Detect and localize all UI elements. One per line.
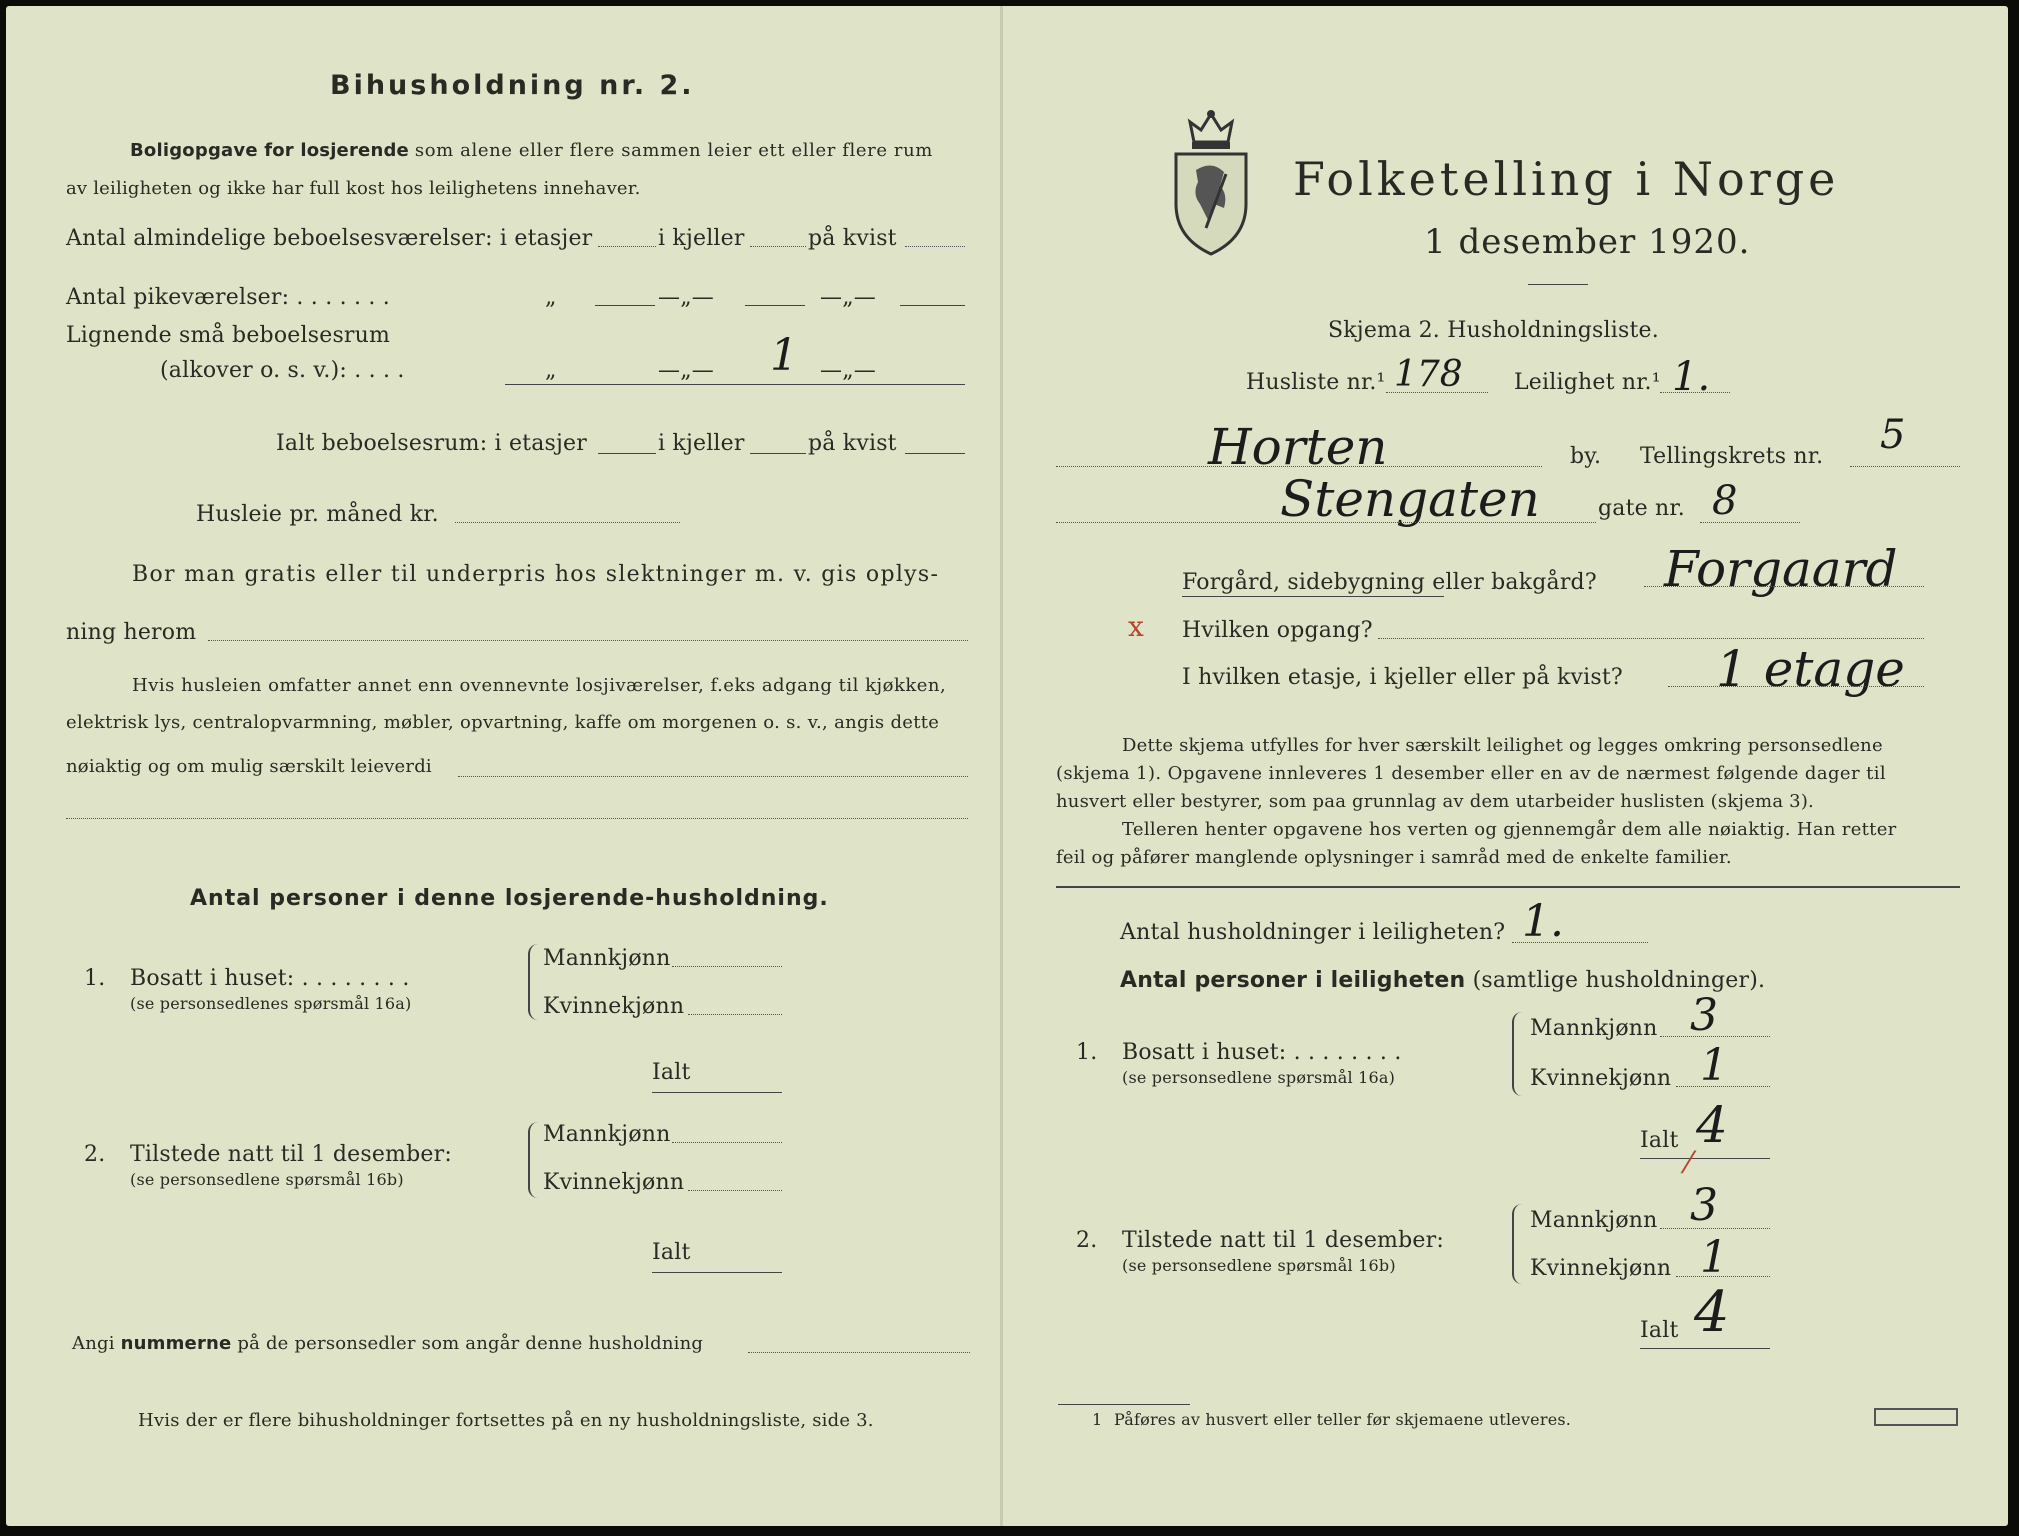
right-q1-kvinne-value: 1 [1700,1040,1728,1091]
right-q2-num: 2. [1076,1228,1098,1253]
left-q1-ialt-line [652,1092,782,1093]
red-check-icon: x [1128,610,1144,643]
note-line-3: nøiaktig og om mulig særskilt leieverdi [66,756,432,777]
right-q2-brace [1512,1204,1522,1284]
left-footer: Hvis der er flere bihusholdninger fortsettes på en ny husholdningsliste, side 3. [138,1410,874,1431]
note-line-b [66,818,968,819]
ialt-rooms-label: Ialt beboelsesrum: i etasjer [276,431,587,456]
title-rule [1528,284,1588,285]
info-line-5: feil og påfører manglende oplysninger i samråd med de enkelte familier. [1056,847,1732,868]
pike-ditto-1: „ [545,285,557,310]
left-title: Bihusholdning nr. 2. [330,70,695,101]
angi-line [72,1333,703,1354]
angi-text-2: på de personsedler som angår denne husholdning [237,1333,704,1354]
printer-stamp [1874,1408,1958,1426]
left-q2-sub: (se personsedlene spørsmål 16b) [130,1170,404,1189]
ialt-etasjer-line [598,453,656,454]
right-title: Folketelling i Norge [1293,152,1840,206]
left-q1-label: Bosatt i huset: . . . . . . . . [130,966,410,991]
rooms-kvist: på kvist [808,226,897,251]
note-line-1: Hvis husleien omfatter annet enn ovennevnte losjiværelser, f.eks adgang til kjøkken, [132,675,947,696]
left-q2-mann: Mannkjønn [543,1122,671,1147]
intro-line-1 [130,140,933,161]
persons-bold: Antal personer i leiligheten [1120,968,1466,993]
right-q2-kvinne-value: 1 [1700,1232,1728,1283]
left-q2-num: 2. [84,1142,106,1167]
rooms-kjeller-line [750,246,806,247]
krets-label: Tellingskrets nr. [1640,444,1824,469]
intro-bold: Boligopgave for losjerende [130,140,409,161]
small-rooms-line [505,384,965,385]
etasje-label: I hvilken etasje, i kjeller eller på kvist? [1182,665,1623,690]
pike-line-3 [900,305,965,306]
rooms-kjeller: i kjeller [658,226,745,251]
right-q2-sub: (se personsedlene spørsmål 16b) [1122,1256,1396,1275]
left-q1-kvinne: Kvinnekjønn [543,994,685,1019]
small-ditto-2: —„— [658,358,714,383]
ialt-kvist: på kvist [808,431,897,456]
right-q1-kvinne-label: Kvinnekjønn [1530,1066,1672,1091]
right-q2-ialt-line [1640,1348,1770,1349]
right-q1-label: Bosatt i huset: . . . . . . . . [1122,1040,1402,1065]
small-ditto-1: „ [545,358,557,383]
intro-rest: som alene eller flere sammen leier ett eller flere rum [414,140,933,161]
right-q1-sub: (se personsedlene spørsmål 16a) [1122,1068,1396,1087]
right-q1-mann-line [1660,1036,1770,1037]
pike-ditto-3: —„— [820,285,876,310]
by-line [1056,466,1542,467]
opgang-line [1378,638,1924,639]
pike-line-1 [595,305,655,306]
forgard-label: Forgård, sidebygning eller bakgård? [1182,570,1597,595]
right-q2-mann-value: 3 [1690,1180,1718,1231]
forgard-line [1644,586,1924,587]
gratis-line-2: ning herom [66,620,197,645]
by-value: Horten [1208,418,1388,476]
info-line-3: husvert eller bestyrer, som paa grunnlag av dem utarbeider huslisten (skjema 3). [1056,791,1814,812]
angi-line-fill [748,1352,970,1353]
info-line-4: Telleren henter opgavene hos verten og gjennemgår dem alle nøiaktig. Han retter [1122,819,1897,840]
info-line-1: Dette skjema utfylles for hver særskilt leilighet og legges omkring personsedlene [1122,735,1883,756]
pike-label: Antal pikeværelser: . . . . . . . [66,285,390,310]
right-q1-kvinne-line [1676,1086,1770,1087]
right-q1-brace [1512,1012,1522,1096]
right-q2-label: Tilstede natt til 1 desember: [1122,1228,1444,1253]
krets-line [1850,466,1960,467]
center-fold [1000,6,1003,1526]
right-date: 1 desember 1920. [1424,222,1751,262]
intro-line-2: av leiligheten og ikke har full kost hos leilighetens innehaver. [66,178,641,199]
gate-nr: 8 [1712,478,1738,524]
left-q1-num: 1. [84,966,106,991]
right-persons-title [1120,968,1765,993]
etasje-line [1668,686,1924,687]
right-q1-num: 1. [1076,1040,1098,1065]
small-rooms-mark: 1 [770,330,798,381]
gate-line [1056,522,1596,523]
right-q2-kvinne-line [1676,1276,1770,1277]
left-q2-ialt: Ialt [652,1240,691,1265]
left-q1-mann: Mannkjønn [543,946,671,971]
left-q1-mann-line [672,966,782,967]
ialt-kjeller: i kjeller [658,431,745,456]
pike-ditto-2: —„— [658,285,714,310]
angi-text-1: Angi [72,1333,115,1354]
gate-label: gate nr. [1598,496,1685,521]
etasje-value: 1 etage [1716,640,1905,698]
footnote-num: 1 [1092,1410,1103,1429]
right-q1-ialt-line [1640,1158,1770,1159]
right-q2-ialt-label: Ialt [1640,1318,1679,1343]
note-line-a [458,776,968,777]
right-q2-kvinne-label: Kvinnekjønn [1530,1256,1672,1281]
right-q1-mann-label: Mannkjønn [1530,1016,1658,1041]
left-q1-kvinne-line [688,1014,782,1015]
gate-nr-line [1700,522,1800,523]
persons-rest: (samtlige husholdninger). [1472,968,1766,993]
gratis-line-1: Bor man gratis eller til underpris hos slektninger m. v. gis oplys- [132,562,940,587]
schema-label: Skjema 2. Husholdningsliste. [1328,318,1659,343]
husliste-line [1386,392,1488,393]
left-q2-ialt-line [652,1272,782,1273]
left-q2-kvinne-line [688,1190,782,1191]
pike-line-2 [745,305,805,306]
leilighet-value: 1. [1672,354,1711,400]
husleie-line [455,522,680,523]
rooms-etasjer-line [598,246,656,247]
section-rule [1056,886,1960,888]
red-tick-icon: ⁄ [1686,1146,1692,1181]
right-q1-ialt-label: Ialt [1640,1128,1679,1153]
info-line-2: (skjema 1). Opgavene innleveres 1 desember eller en av de nærmest følgende dager til [1056,763,1887,784]
footnote-text: Påføres av husvert eller teller før skjemaene utleveres. [1114,1410,1572,1429]
right-q2-ialt-value: 4 [1694,1280,1730,1345]
gratis-line [208,640,968,641]
small-rooms-label-2: (alkover o. s. v.): . . . . [160,358,405,383]
left-q2-mann-line [672,1142,782,1143]
right-q1-mann-value: 3 [1690,990,1718,1041]
opgang-label: Hvilken opgang? [1182,618,1373,643]
husleie-label: Husleie pr. måned kr. [196,502,439,527]
by-label: by. [1570,444,1602,469]
gate-value: Stengaten [1280,470,1540,528]
rooms-kvist-line [905,246,965,247]
left-persons-title: Antal personer i denne losjerende-husholdning. [190,886,829,911]
krets-value: 5 [1880,412,1906,458]
right-q2-mann-label: Mannkjønn [1530,1208,1658,1233]
hush-label: Antal husholdninger i leiligheten? [1120,920,1506,945]
ialt-kvist-line [905,453,965,454]
left-q1-sub: (se personsedlenes spørsmål 16a) [130,994,412,1013]
left-q1-brace [528,944,538,1020]
small-rooms-label-1: Lignende små beboelsesrum [66,323,391,348]
right-q1-ialt-value: 4 [1696,1096,1728,1154]
hush-value: 1. [1522,896,1564,947]
left-q2-label: Tilstede natt til 1 desember: [130,1142,452,1167]
left-q2-kvinne: Kvinnekjønn [543,1170,685,1195]
leilighet-label: Leilighet nr.¹ [1514,370,1661,395]
coat-of-arms-icon [1168,108,1254,256]
rooms-label: Antal almindelige beboelsesværelser: i etasjer [66,226,593,251]
right-q2-mann-line [1660,1228,1770,1229]
forgard-value: Forgaard [1664,540,1898,598]
note-line-2: elektrisk lys, centralopvarmning, møbler, opvartning, kaffe om morgenen o. s. v., angis dette [66,712,940,733]
ialt-kjeller-line [750,453,806,454]
husliste-value: 178 [1394,354,1463,395]
left-q2-brace [528,1122,538,1198]
husliste-label: Husliste nr.¹ [1246,370,1386,395]
footnote-rule [1058,1404,1190,1405]
angi-bold: nummerne [120,1333,232,1354]
small-ditto-3: —„— [820,358,876,383]
hush-line [1512,942,1648,943]
forgard-underline [1182,596,1444,597]
left-q1-ialt: Ialt [652,1060,691,1085]
leilighet-line [1660,392,1730,393]
